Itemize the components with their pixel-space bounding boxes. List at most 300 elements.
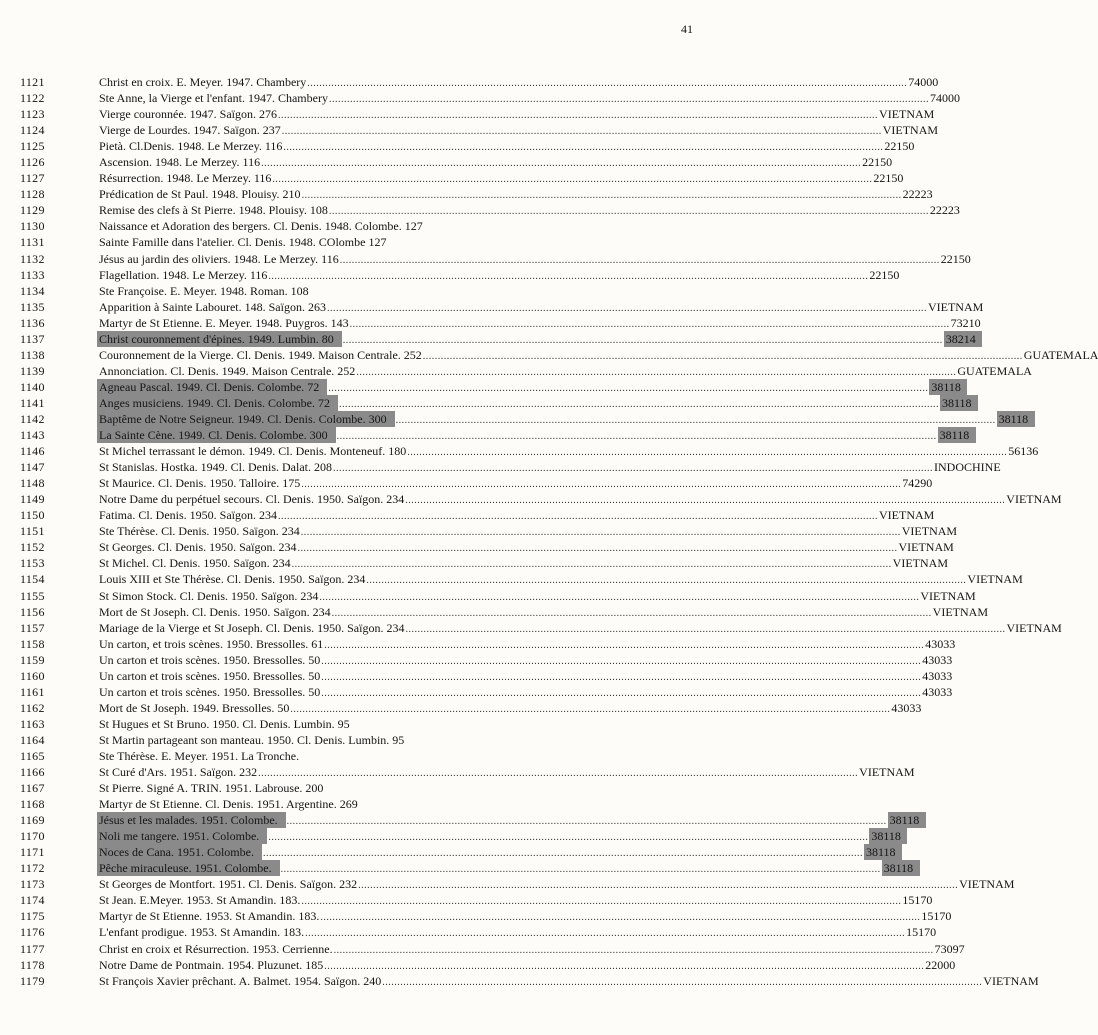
catalog-entry [0, 732, 703, 748]
entry-title: Un carton, et trois scènes. 1950. Bressolles. 61 [99, 636, 324, 651]
entry-number: 1149 [20, 492, 45, 507]
entry-body [99, 539, 954, 555]
catalog-entry [0, 154, 893, 170]
entry-number: 1150 [20, 508, 45, 523]
entry-body [99, 892, 933, 908]
entry-location-code: 22150 [869, 267, 900, 282]
entry-location-code: VIETNAM [920, 588, 976, 603]
catalog-entry [0, 90, 960, 106]
entry-number: 1143 [20, 428, 45, 443]
dot-leader: ........................................................................................................................................................................................................ [268, 270, 869, 282]
entry-body [99, 251, 971, 267]
entry-body [99, 443, 1039, 459]
catalog-entry [0, 924, 937, 940]
entry-location-code: 73097 [934, 941, 965, 956]
catalog-entry [0, 74, 939, 90]
entry-body [99, 186, 933, 202]
entry-title: Ascension. 1948. Le Merzey. 116 [99, 155, 261, 170]
entry-location-code: 56136 [1008, 444, 1039, 459]
entry-number: 1152 [20, 540, 45, 555]
page-number: 41 [681, 22, 693, 36]
catalog-entry [0, 973, 1039, 989]
entry-title: Ste Thérèse. E. Meyer. 1951. La Tronche. [99, 748, 300, 763]
entry-location-code: VIETNAM [967, 572, 1023, 587]
entry-location-code: VIETNAM [882, 123, 939, 138]
entry-title: Prédication de St Paul. 1948. Plouisy. 210 [99, 187, 301, 202]
entry-number: 1163 [20, 716, 45, 731]
entry-location-code: 22000 [925, 957, 956, 972]
catalog-entry [0, 652, 953, 668]
entry-number: 1169 [20, 813, 45, 828]
entry-body [99, 571, 1023, 587]
entry-body [99, 957, 956, 973]
dot-leader: ........................................................................................................................................................................................................ [405, 623, 1006, 635]
entry-body [99, 395, 972, 411]
entry-number: 1173 [20, 877, 45, 892]
catalog-entry [0, 620, 1062, 636]
entry-title: St Michel. Cl. Denis. 1950. Saïgon. 234 [99, 556, 291, 571]
dot-leader: ........................................................................................................................................................................................................ [280, 864, 881, 876]
entry-title: Jésus et les malades. 1951. Colombe. [97, 812, 286, 828]
entry-number: 1124 [20, 123, 45, 138]
entry-body [99, 315, 981, 331]
catalog-entry [0, 716, 703, 732]
catalog-entry [0, 764, 915, 780]
entry-number: 1130 [20, 219, 45, 234]
entry-body [99, 555, 948, 571]
entry-body [99, 828, 901, 844]
dot-leader: ........................................................................................................................................................................................................ [307, 78, 908, 89]
entry-title: Annonciation. Cl. Denis. 1949. Maison Centrale. 252 [99, 363, 356, 378]
entry-title: Notre Dame du perpétuel secours. Cl. Denis. 1950. Saïgon. 234 [99, 492, 405, 507]
entry-location-code: INDOCHINE [934, 460, 1001, 475]
entry-number: 1134 [20, 283, 45, 298]
catalog-entry-highlighted [0, 395, 972, 411]
catalog-entry-highlighted [0, 331, 976, 347]
catalog-entry [0, 170, 904, 186]
catalog-entry [0, 443, 1039, 459]
entry-title: La Sainte Cène. 1949. Cl. Denis. Colombe. 300 [97, 427, 336, 443]
catalog-entry [0, 347, 1098, 363]
entry-title: St Simon Stock. Cl. Denis. 1950. Saïgon. 234 [99, 588, 319, 603]
dot-leader: ........................................................................................................................................................................................................ [382, 976, 983, 988]
entry-location-code: VIETNAM [959, 877, 1015, 892]
entry-number: 1177 [20, 941, 45, 956]
entry-title: St Jean. E.Meyer. 1953. St Amandin. 183. [99, 893, 301, 908]
catalog-entry [0, 507, 935, 523]
entry-title: Apparition à Sainte Labouret. 148. Saïgon. 263 [99, 299, 326, 314]
dot-leader: ........................................................................................................................................................................................................ [407, 447, 1008, 459]
dot-leader: ........................................................................................................................................................................................................ [301, 896, 902, 908]
entry-number: 1155 [20, 588, 45, 603]
entry-number: 1168 [20, 797, 45, 812]
entry-location-code: VIETNAM [932, 604, 988, 619]
entry-number: 1176 [20, 925, 45, 940]
dot-leader: ........................................................................................................................................................................................................ [262, 848, 863, 860]
dot-leader: ........................................................................................................................................................................................................ [328, 382, 929, 394]
entry-location-code: VIETNAM [1006, 620, 1062, 635]
entry-body [99, 876, 1015, 892]
dot-leader: ........................................................................................................................................................................................................ [358, 880, 959, 892]
catalog-entry-highlighted [0, 427, 970, 443]
entry-body [99, 202, 960, 218]
entry-location-code: 43033 [891, 700, 922, 715]
entry-body [99, 973, 1039, 989]
dot-leader: ........................................................................................................................................................................................................ [339, 398, 939, 410]
entry-title: St Martin partageant son manteau. 1950. Cl. Denis. Lumbin. 95 [99, 732, 405, 747]
entry-body [99, 780, 654, 796]
entry-number: 1139 [20, 363, 45, 378]
dot-leader: ........................................................................................................................................................................................................ [339, 254, 940, 266]
dot-leader: ........................................................................................................................................................................................................ [268, 832, 869, 844]
entry-title: Jésus au jardin des oliviers. 1948. Le Merzey. 116 [99, 251, 339, 266]
entry-body [99, 491, 1062, 507]
entry-location-code: GUATEMALA [1023, 347, 1098, 362]
catalog-entry [0, 122, 939, 138]
entry-number: 1125 [20, 139, 45, 154]
entry-title: Mariage de la Vierge et St Joseph. Cl. Denis. 1950. Saïgon. 234 [99, 620, 405, 635]
entry-title: Louis XIII et Ste Thérèse. Cl. Denis. 1950. Saïgon. 234 [99, 572, 366, 587]
entry-location-code: 73210 [950, 315, 981, 330]
entry-title: St Michel terrassant le démon. 1949. Cl. Denis. Monteneuf. 180 [99, 444, 407, 459]
entry-body [99, 908, 952, 924]
entry-body [99, 588, 976, 604]
entry-title: Remise des clefs à St Pierre. 1948. Plouisy. 108 [99, 203, 328, 218]
entry-number: 1172 [20, 861, 45, 876]
entry-body [99, 604, 988, 620]
entry-body [99, 764, 915, 780]
dot-leader: ........................................................................................................................................................................................................ [336, 431, 937, 443]
catalog-entry [0, 604, 988, 620]
entry-title: St Stanislas. Hostka. 1949. Cl. Denis. Dalat. 208 [99, 460, 332, 475]
entry-body [99, 90, 960, 106]
entry-number: 1148 [20, 476, 45, 491]
catalog-entry [0, 941, 965, 957]
entry-body [99, 138, 915, 154]
dot-leader: ........................................................................................................................................................................................................ [305, 928, 906, 940]
entry-number: 1138 [20, 347, 45, 362]
entry-body [99, 668, 953, 684]
catalog-entry [0, 523, 958, 539]
catalog-entry [0, 106, 935, 122]
dot-leader: ........................................................................................................................................................................................................ [328, 94, 929, 106]
catalog-entry [0, 588, 976, 604]
catalog-entry [0, 218, 703, 234]
entry-title: Martyr de St Etienne. Cl. Denis. 1951. Argentine. 269 [99, 797, 358, 812]
entry-number: 1137 [20, 331, 45, 346]
entry-location-code: VIETNAM [901, 524, 958, 539]
catalog-entry-highlighted [0, 828, 901, 844]
entry-body [99, 652, 953, 668]
entry-location-code: VIETNAM [892, 556, 948, 571]
dot-leader: ........................................................................................................................................................................................................ [278, 110, 879, 122]
dot-leader: ........................................................................................................................................................................................................ [333, 463, 933, 475]
catalog-entry [0, 202, 960, 218]
entry-location-code: 38118 [882, 860, 920, 876]
entry-body [99, 427, 970, 443]
entry-body [99, 283, 654, 299]
entry-number: 1158 [20, 636, 45, 651]
entry-title: Un carton et trois scènes. 1950. Bressolles. 50 [99, 684, 321, 699]
entry-location-code: VIETNAM [879, 107, 935, 122]
entry-title: Ste Françoise. E. Meyer. 1948. Roman. 108 [99, 283, 309, 298]
entry-location-code: 38118 [940, 395, 978, 411]
dot-leader: ........................................................................................................................................................................................................ [290, 703, 891, 715]
entry-title: Vierge couronnée. 1947. Saïgon. 276 [99, 107, 278, 122]
entry-title: Mort de St Joseph. 1949. Bressolles. 50 [99, 700, 290, 715]
entry-number: 1166 [20, 765, 45, 780]
dot-leader: ........................................................................................................................................................................................................ [321, 671, 922, 683]
entry-title: Christ en croix. E. Meyer. 1947. Chambery [99, 75, 307, 89]
entry-location-code: 38118 [929, 379, 967, 395]
entry-location-code: 22150 [884, 139, 915, 154]
entry-location-code: 43033 [922, 652, 953, 667]
entry-body [99, 924, 937, 940]
entry-body [99, 331, 976, 347]
entry-title: Noli me tangere. 1951. Colombe. [97, 828, 267, 844]
entry-location-code: 22223 [929, 203, 960, 218]
dot-leader: ........................................................................................................................................................................................................ [283, 142, 884, 154]
entry-number: 1178 [20, 957, 45, 972]
entry-number: 1170 [20, 829, 45, 844]
catalog-entry [0, 908, 952, 924]
dot-leader: ........................................................................................................................................................................................................ [405, 495, 1006, 507]
dot-leader: ........................................................................................................................................................................................................ [342, 334, 943, 346]
catalog-entry [0, 186, 933, 202]
dot-leader: ........................................................................................................................................................................................................ [324, 639, 925, 651]
entry-number: 1129 [20, 203, 45, 218]
entry-location-code: 74000 [929, 91, 960, 106]
entry-title: Fatima. Cl. Denis. 1950. Saïgon. 234 [99, 508, 277, 523]
entry-body [99, 507, 935, 523]
entry-title: Martyr de St Etienne. E. Meyer. 1948. Puygros. 143 [99, 315, 349, 330]
entry-location-code: 74290 [902, 476, 933, 491]
catalog-entry [0, 459, 1001, 475]
entry-title: Vierge de Lourdes. 1947. Saïgon. 237 [99, 123, 281, 138]
entry-number: 1136 [20, 315, 45, 330]
dot-leader: ........................................................................................................................................................................................................ [261, 158, 862, 170]
catalog-entry [0, 748, 703, 764]
entry-location-code: VIETNAM [859, 765, 915, 780]
entry-body [99, 122, 939, 138]
entry-title: Ste Thérèse. Cl. Denis. 1950. Saïgon. 234 [99, 524, 300, 539]
entry-title: St Georges. Cl. Denis. 1950. Saïgon. 234 [99, 540, 297, 555]
entry-body [99, 170, 904, 186]
catalog-entry [0, 363, 1032, 379]
catalog-entry [0, 475, 933, 491]
dot-leader: ........................................................................................................................................................................................................ [320, 912, 921, 924]
dot-leader: ........................................................................................................................................................................................................ [321, 655, 922, 667]
dot-leader: ........................................................................................................................................................................................................ [328, 206, 929, 218]
catalog-entry [0, 700, 922, 716]
entry-location-code: VIETNAM [927, 299, 984, 314]
entry-body [99, 475, 933, 491]
catalog-entry [0, 315, 981, 331]
dot-leader: ........................................................................................................................................................................................................ [278, 511, 878, 523]
catalog-entry [0, 267, 900, 283]
entry-body [99, 732, 654, 748]
entry-number: 1164 [20, 732, 45, 747]
entry-number: 1131 [20, 235, 45, 250]
entry-title: Anges musiciens. 1949. Cl. Denis. Colombe. 72 [97, 395, 338, 411]
entry-body [99, 620, 1062, 636]
catalog-entry [0, 876, 1015, 892]
entry-number: 1128 [20, 187, 45, 202]
entry-number: 1174 [20, 893, 45, 908]
entry-title: Sainte Famille dans l'atelier. Cl. Denis. 1948. COlombe 127 [99, 235, 387, 250]
entry-title: Christ couronnement d'épines. 1949. Lumbin. 80 [97, 331, 342, 347]
entry-location-code: 22223 [902, 187, 933, 202]
catalog-entry [0, 251, 971, 267]
entry-body [99, 941, 965, 957]
catalog-entry [0, 539, 954, 555]
entry-location-code: VIETNAM [983, 973, 1039, 988]
entry-location-code: VIETNAM [1006, 492, 1062, 507]
catalog-entry [0, 491, 1062, 507]
entry-title: Mort de St Joseph. Cl. Denis. 1950. Saïgon. 234 [99, 604, 331, 619]
entry-body [99, 411, 1029, 427]
entry-number: 1167 [20, 781, 45, 796]
catalog-entry [0, 668, 953, 684]
catalog-entry-highlighted [0, 812, 920, 828]
dot-leader: ........................................................................................................................................................................................................ [319, 591, 920, 603]
dot-leader: ........................................................................................................................................................................................................ [395, 414, 996, 426]
entry-title: Noces de Cana. 1951. Colombe. [97, 844, 262, 860]
entry-location-code: 15170 [921, 909, 952, 924]
dot-leader: ........................................................................................................................................................................................................ [331, 607, 932, 619]
dot-leader: ........................................................................................................................................................................................................ [321, 687, 922, 699]
entry-number: 1122 [20, 91, 45, 106]
entry-location-code: 43033 [925, 636, 956, 651]
catalog-entry [0, 780, 703, 796]
dot-leader: ........................................................................................................................................................................................................ [356, 366, 957, 378]
entry-location-code: 22150 [862, 155, 893, 170]
catalog-entry [0, 796, 703, 812]
catalog-entry [0, 684, 953, 700]
entry-location-code: 38118 [997, 411, 1035, 427]
entry-number: 1165 [20, 748, 45, 763]
entry-body [99, 234, 654, 250]
entry-body [99, 218, 654, 234]
entry-title: St Maurice. Cl. Denis. 1950. Talloire. 175 [99, 476, 301, 491]
dot-leader: ........................................................................................................................................................................................................ [349, 318, 950, 330]
entry-number: 1126 [20, 155, 45, 170]
entry-number: 1141 [20, 395, 45, 410]
dot-leader: ........................................................................................................................................................................................................ [301, 190, 902, 202]
dot-leader: ........................................................................................................................................................................................................ [286, 816, 887, 828]
catalog-entry [0, 555, 948, 571]
entry-title: St Georges de Montfort. 1951. Cl. Denis. Saïgon. 232 [99, 877, 358, 892]
catalog-entry [0, 234, 703, 250]
entry-location-code: 74000 [908, 75, 939, 89]
entry-body [99, 700, 922, 716]
entry-location-code: 38214 [944, 331, 982, 347]
dot-leader: ........................................................................................................................................................................................................ [422, 350, 1023, 362]
dot-leader: ........................................................................................................................................................................................................ [297, 543, 898, 555]
entry-body [99, 716, 654, 732]
entry-location-code: GUATEMALA [957, 363, 1032, 378]
entry-title: Christ en croix et Résurrection. 1953. Cerrienne. [99, 941, 333, 956]
entry-number: 1142 [20, 411, 45, 426]
entry-body [99, 379, 961, 395]
entry-location-code: 38118 [938, 427, 976, 443]
entry-location-code: 15170 [902, 893, 933, 908]
entry-location-code: 38118 [864, 844, 902, 860]
entry-location-code: 22150 [873, 171, 904, 186]
entry-location-code: VIETNAM [898, 540, 954, 555]
dot-leader: ........................................................................................................................................................................................................ [326, 302, 927, 314]
entry-body [99, 459, 1001, 475]
catalog-entry-highlighted [0, 411, 1029, 427]
entry-number: 1154 [20, 572, 45, 587]
entry-number: 1133 [20, 267, 45, 282]
entry-number: 1135 [20, 299, 45, 314]
entry-body [99, 106, 935, 122]
catalog-entry-highlighted [0, 860, 914, 876]
entry-body [99, 812, 920, 828]
entry-location-code: VIETNAM [879, 508, 935, 523]
entry-body [99, 299, 984, 315]
entry-body [99, 74, 939, 90]
entry-title: St Pierre. Signé A. TRIN. 1951. Labrouse. 200 [99, 781, 324, 796]
entry-location-code: 15170 [906, 925, 937, 940]
entry-number: 1146 [20, 444, 45, 459]
catalog-entry [0, 138, 915, 154]
entry-number: 1175 [20, 909, 45, 924]
entry-number: 1160 [20, 668, 45, 683]
dot-leader: ........................................................................................................................................................................................................ [291, 559, 892, 571]
dot-leader: ........................................................................................................................................................................................................ [333, 944, 934, 956]
entry-title: Pietà. Cl.Denis. 1948. Le Merzey. 116 [99, 139, 283, 154]
entry-body [99, 347, 1098, 363]
entry-title: Pêche miraculeuse. 1951. Colombe. [97, 860, 280, 876]
entry-body [99, 860, 914, 876]
entry-title: St Curé d'Ars. 1951. Saïgon. 232 [99, 765, 258, 780]
catalog-entry-highlighted [0, 379, 961, 395]
dot-leader: ........................................................................................................................................................................................................ [301, 479, 902, 491]
entry-title: Un carton et trois scènes. 1950. Bressolles. 50 [99, 668, 321, 683]
entry-number: 1156 [20, 604, 45, 619]
entry-number: 1159 [20, 652, 45, 667]
catalog-entry [0, 299, 984, 315]
entry-number: 1162 [20, 700, 45, 715]
entry-title: Naissance et Adoration des bergers. Cl. Denis. 1948. Colombe. 127 [99, 219, 423, 234]
entry-location-code: 43033 [922, 668, 953, 683]
catalog-entry [0, 636, 956, 652]
catalog-entry [0, 571, 1023, 587]
entry-number: 1179 [20, 973, 45, 988]
entry-body [99, 363, 1032, 379]
entry-title: Agneau Pascal. 1949. Cl. Denis. Colombe. 72 [97, 379, 327, 395]
entry-number: 1127 [20, 171, 45, 186]
dot-leader: ........................................................................................................................................................................................................ [300, 527, 901, 539]
entry-title: Couronnement de la Vierge. Cl. Denis. 1949. Maison Centrale. 252 [99, 347, 422, 362]
entry-title: Ste Anne, la Vierge et l'enfant. 1947. Chambery [99, 91, 328, 106]
entry-body [99, 796, 654, 812]
catalog-entry [0, 892, 933, 908]
catalog-entry-list [0, 74, 1098, 989]
entry-body [99, 523, 958, 539]
entry-title: Martyr de St Etienne. 1953. St Amandin. 183. [99, 909, 320, 924]
entry-number: 1123 [20, 107, 45, 122]
catalog-entry [0, 957, 956, 973]
dot-leader: ........................................................................................................................................................................................................ [324, 960, 925, 972]
entry-number: 1147 [20, 460, 45, 475]
entry-number: 1121 [20, 75, 45, 89]
entry-body [99, 267, 900, 283]
dot-leader: ........................................................................................................................................................................................................ [272, 174, 873, 186]
dot-leader: ........................................................................................................................................................................................................ [281, 126, 882, 138]
